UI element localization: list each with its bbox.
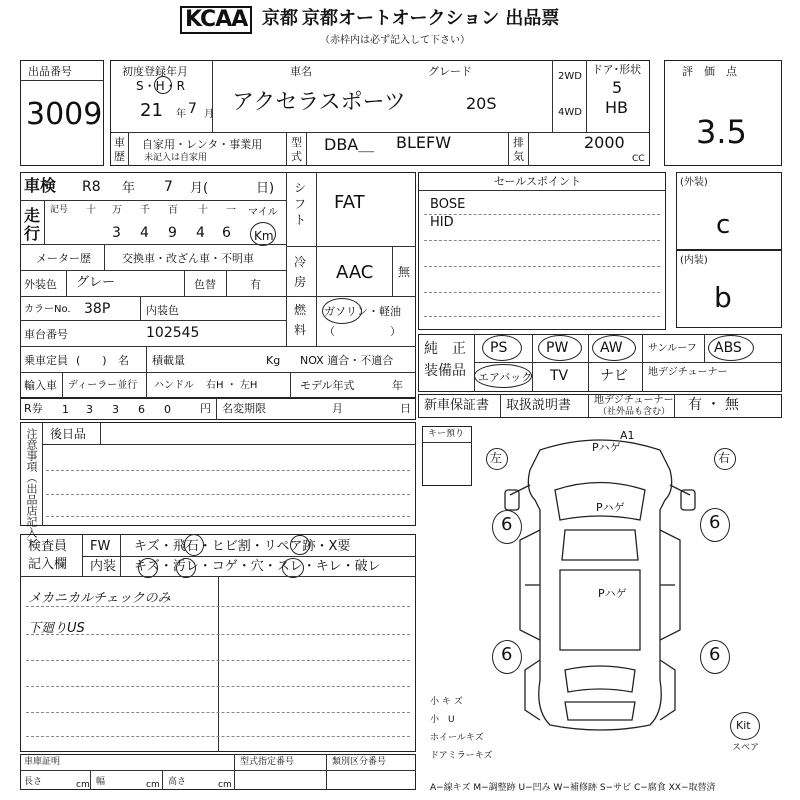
left-side-label: 左 (490, 451, 503, 465)
grade-label: グレード (428, 65, 472, 78)
exterior-color-value: グレー (76, 275, 116, 290)
equip-pw: PW (546, 340, 569, 356)
logo-city: 京都 (262, 8, 298, 29)
legend-item: 小 キ ズ (430, 697, 463, 707)
damage-legend: A−線キズ M−調整跡 U−凹み W−補修跡 S−サビ C−腐食 XX−取替済 (430, 783, 716, 793)
mileage-digit: 9 (168, 225, 177, 241)
equip-abs: ABS (714, 340, 742, 356)
model-prefix: DBA＿ (324, 135, 375, 154)
spare-label: スペア (732, 743, 760, 753)
car-name-value: アクセラスポーツ (232, 90, 406, 115)
damage-mark-roof: Pハゲ (598, 587, 627, 600)
recycle-digit: 1 (62, 403, 69, 416)
era-circle (154, 76, 172, 94)
inspection-era: R8 (82, 179, 101, 195)
recycle-digit: 0 (164, 403, 171, 416)
int-grade: b (714, 281, 732, 314)
lot-number: 3009 (26, 97, 103, 132)
legend-item: ホイールキズ (430, 733, 484, 743)
score-value: 3.5 (696, 113, 747, 151)
unit-circle (250, 222, 276, 246)
fuel-circle (322, 298, 362, 324)
mileage-unit: Km (254, 229, 274, 243)
damage-mark-hood: Pハゲ (596, 501, 625, 514)
meter-options: 交換車・改ざん車・不明車 (122, 252, 254, 265)
notes-label: 注意事項（出品店記入） (25, 428, 38, 549)
recycle-digit: 3 (86, 403, 93, 416)
equip-sunroof: サンルーフ (648, 343, 697, 354)
color-number: 38P (84, 301, 111, 317)
inspector-note: 下廻りUS (28, 621, 85, 636)
first-reg-year: 21 (140, 100, 163, 121)
displacement-value: 2000 (584, 133, 625, 152)
equip-aw: AW (600, 340, 623, 356)
owner-manual: 取扱説明書 (506, 398, 572, 413)
shift-value: FAT (334, 192, 365, 213)
recycle-digit: 3 (112, 403, 119, 416)
form-note: （赤枠内は必ず記入して下さい） (320, 35, 470, 46)
first-reg-era: S・H・R (136, 79, 185, 93)
sales-box (418, 172, 666, 330)
sales-line: HID (430, 215, 454, 230)
equip-tv: TV (550, 368, 569, 384)
mileage-digit: 6 (222, 225, 231, 241)
legend-item: ドアミラーキズ (430, 751, 493, 761)
ext-grade: c (716, 210, 731, 240)
equip-tuner: 地デジチューナー (648, 367, 728, 378)
doors-label: ドア･形状 (592, 63, 642, 76)
first-reg-label: 初度登録年月 (122, 65, 188, 78)
usage-options: 自家用・レンタ・事業用 (142, 138, 263, 151)
meter-label: メーター歴 (36, 252, 91, 265)
car-outline (500, 430, 700, 740)
nox-status: NOX 適合・不適合 (300, 354, 394, 367)
damage-mark-bumper: Pハゲ (592, 441, 621, 454)
kcaa-logo: KCAA (180, 6, 252, 34)
inspector-note: メカニカルチェックのみ (28, 591, 171, 606)
mileage-digit: 4 (196, 225, 205, 241)
aircon-value: AAC (336, 262, 374, 283)
car-name-label: 車名 (290, 65, 312, 78)
spare-mark: Kit (736, 719, 751, 732)
usage-note: 未記入は自家用 (144, 153, 208, 163)
damage-mark-front: A1 (620, 429, 635, 442)
equip-airbag: エアバック (478, 371, 533, 384)
form-title: 京都オートオークション 出品票 (302, 8, 560, 29)
mileage-digit: 3 (112, 225, 121, 241)
chassis-number: 102545 (146, 325, 200, 341)
first-reg-month: 7 (188, 101, 197, 117)
right-side-label: 右 (718, 451, 731, 465)
sales-label: セールスポイント (494, 175, 582, 188)
after-items-label: 後日品 (50, 427, 87, 441)
grade-value: 20S (466, 94, 497, 113)
interior-items: キズ・汚レ・コゲ・穴・スレ・キレ・破レ (134, 559, 381, 574)
fw-items: キズ・飛石・ヒビ割・リペア跡・X要 (134, 539, 351, 554)
equip-navi: ナビ (600, 368, 628, 384)
doors-value: 5 (612, 78, 623, 97)
model-code: BLEFW (396, 133, 452, 152)
mileage-digit: 4 (140, 225, 149, 241)
sales-line: BOSE (430, 197, 466, 212)
fuel-value: ガソリン・軽油 (324, 305, 401, 318)
warranty-book: 新車保証書 (424, 398, 490, 413)
score-label: 評 価 点 (682, 65, 737, 78)
equip-ps: PS (490, 340, 508, 356)
recycle-box (20, 398, 416, 420)
legend-item: 小 U (430, 715, 455, 725)
shape-value: HB (605, 98, 629, 117)
lot-label: 出品番号 (28, 65, 72, 78)
recycle-digit: 6 (138, 403, 145, 416)
inspection-month: 7 (164, 179, 173, 195)
